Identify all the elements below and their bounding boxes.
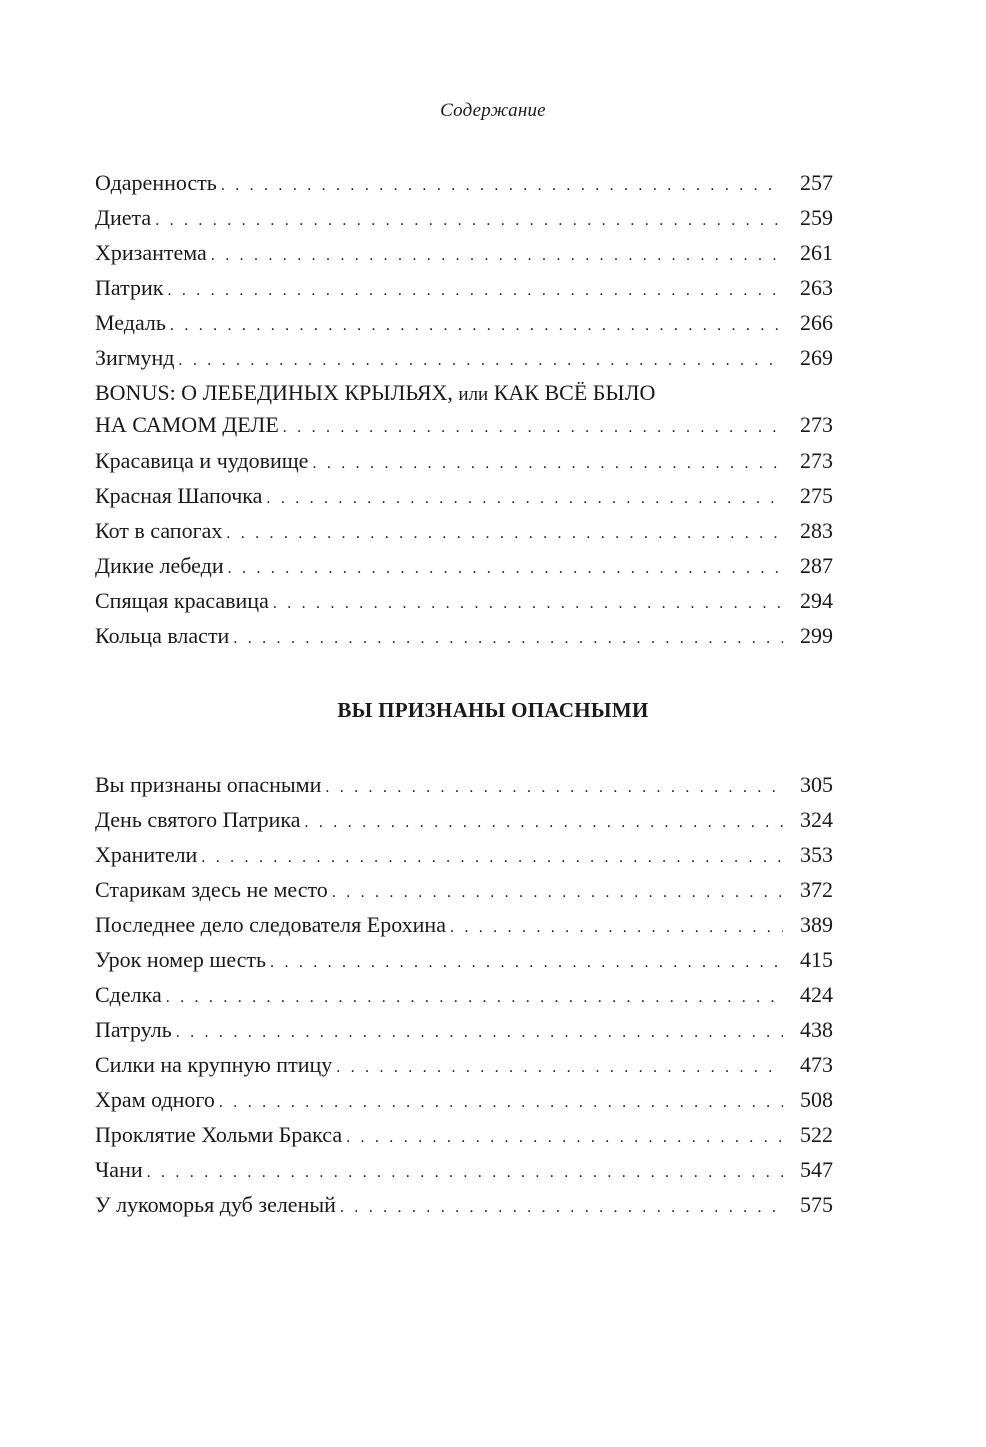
toc-entry-page: 269	[800, 345, 833, 370]
toc-entry	[95, 875, 833, 910]
toc-entry	[95, 1015, 833, 1050]
toc-entry	[95, 168, 833, 203]
toc-entry-title: Вы признаны опасными	[95, 772, 322, 797]
leader-dots	[155, 206, 783, 236]
toc-entry-title: Проклятие Хольми Бракса	[95, 1122, 343, 1147]
toc-entry	[95, 840, 833, 875]
leader-dots	[283, 413, 783, 443]
toc-entry-page: 273	[800, 448, 833, 473]
toc-entry-title: Урок номер шесть	[95, 947, 267, 972]
toc-entry-page: 299	[800, 623, 833, 648]
toc-entry-title: У лукоморья дуб зеленый	[95, 1192, 336, 1217]
toc-entry-page: 283	[800, 518, 833, 543]
toc-entry-page: 287	[800, 553, 833, 578]
bonus-title-line1	[95, 378, 833, 410]
toc-entry-page: 257	[800, 170, 833, 195]
leader-dots	[170, 311, 783, 341]
toc-section-two	[95, 770, 833, 1225]
leader-dots	[305, 808, 784, 838]
toc-entry-page: 389	[800, 912, 833, 937]
toc-entry-page: 415	[800, 947, 833, 972]
leader-dots	[336, 1053, 783, 1083]
leader-dots	[176, 1018, 783, 1048]
leader-dots	[273, 589, 783, 619]
toc-entry	[95, 446, 833, 481]
toc-entry-title: Красавица и чудовище	[95, 448, 309, 473]
bonus-title-part2: или	[458, 384, 489, 405]
toc-entry	[95, 1050, 833, 1085]
toc-entry	[95, 1155, 833, 1190]
toc-entry-title: Одаренность	[95, 170, 217, 195]
toc-entry	[95, 481, 833, 516]
leader-dots	[228, 554, 783, 584]
toc-entry-bonus	[95, 378, 833, 440]
toc-entry-title: Кот в сапогах	[95, 518, 223, 543]
toc-entry	[95, 945, 833, 980]
toc-entry	[95, 805, 833, 840]
toc-entry-title: Хранители	[95, 842, 198, 867]
toc-entry-page: 266	[800, 310, 833, 335]
toc-entry-page: 261	[800, 240, 833, 265]
toc-entry-title: Медаль	[95, 310, 166, 335]
leader-dots	[211, 241, 783, 271]
leader-dots	[340, 1193, 783, 1223]
toc-entry-title: Силки на крупную птицу	[95, 1052, 333, 1077]
leader-dots	[312, 449, 783, 479]
bonus-title-part1: BONUS: О ЛЕБЕДИНЫХ КРЫЛЬЯХ,	[95, 380, 453, 405]
toc-entry-page: 575	[800, 1192, 833, 1217]
toc-entry-page: 473	[800, 1052, 833, 1077]
leader-dots	[332, 878, 783, 908]
toc-entry-title: Чани	[95, 1157, 143, 1182]
toc-entry-page: 259	[800, 205, 833, 230]
leader-dots	[325, 773, 783, 803]
toc-entry-page: 353	[800, 842, 833, 867]
toc-entry-title: Старикам здесь не место	[95, 877, 328, 902]
toc-entry-page: 522	[800, 1122, 833, 1147]
toc-entry	[95, 273, 833, 308]
toc-entry-title: Последнее дело следователя Ерохина	[95, 912, 446, 937]
toc-entry-page: 263	[800, 275, 833, 300]
toc-entry-page: 508	[800, 1087, 833, 1112]
toc-entry	[95, 308, 833, 343]
leader-dots	[270, 948, 783, 978]
toc-entry-page: 324	[800, 807, 833, 832]
leader-dots	[450, 913, 783, 943]
toc-entry-title: Сделка	[95, 982, 162, 1007]
toc-entry-title: Патрик	[95, 275, 164, 300]
leader-dots	[226, 519, 783, 549]
leader-dots	[166, 983, 783, 1013]
toc-entry-title: Диета	[95, 205, 152, 230]
leader-dots	[266, 484, 783, 514]
leader-dots	[346, 1123, 783, 1153]
toc-entry-page: 424	[800, 982, 833, 1007]
toc-entry	[95, 770, 833, 805]
toc-entry-title: Зигмунд	[95, 345, 175, 370]
toc-entry	[95, 551, 833, 586]
running-head: Содержание	[440, 100, 546, 121]
toc-entry-page: 294	[800, 588, 833, 613]
toc-entry-title: День святого Патрика	[95, 807, 301, 832]
toc-entry	[95, 980, 833, 1015]
toc-entry-page: 305	[800, 772, 833, 797]
toc-entry	[95, 1085, 833, 1120]
toc-entry	[95, 621, 833, 656]
toc-entry-page: 275	[800, 483, 833, 508]
toc-entry	[95, 238, 833, 273]
toc-entry-title: Храм одного	[95, 1087, 215, 1112]
toc-entry	[95, 1120, 833, 1155]
bonus-title-part3: КАК ВСЁ БЫЛО	[493, 380, 656, 405]
toc-entry-title: Спящая красавица	[95, 588, 269, 613]
toc-entry	[95, 586, 833, 621]
toc-entry-page: 438	[800, 1017, 833, 1042]
leader-dots	[201, 843, 783, 873]
toc-section-one	[95, 168, 833, 656]
leader-dots	[219, 1088, 783, 1118]
leader-dots	[221, 171, 783, 201]
toc-entry-title: Дикие лебеди	[95, 553, 224, 578]
toc-entry	[95, 910, 833, 945]
toc-entry	[95, 516, 833, 551]
toc-entry-page: 273	[800, 412, 833, 437]
section-heading: ВЫ ПРИЗНАНЫ ОПАСНЫМИ	[337, 698, 649, 722]
bonus-title-line2-row	[95, 410, 833, 440]
toc-entry	[95, 1190, 833, 1225]
leader-dots	[233, 624, 783, 654]
toc-entry-page: 372	[800, 877, 833, 902]
leader-dots	[178, 346, 783, 376]
leader-dots	[167, 276, 783, 306]
leader-dots	[147, 1158, 783, 1188]
bonus-title-line2: НА САМОМ ДЕЛЕ	[95, 412, 279, 437]
toc-entry-title: Красная Шапочка	[95, 483, 263, 508]
toc-entry-title: Хризантема	[95, 240, 207, 265]
toc-entry	[95, 343, 833, 378]
toc-entry-title: Кольца власти	[95, 623, 230, 648]
toc-entry-page: 547	[800, 1157, 833, 1182]
toc-entry	[95, 203, 833, 238]
toc-entry-title: Патруль	[95, 1017, 172, 1042]
